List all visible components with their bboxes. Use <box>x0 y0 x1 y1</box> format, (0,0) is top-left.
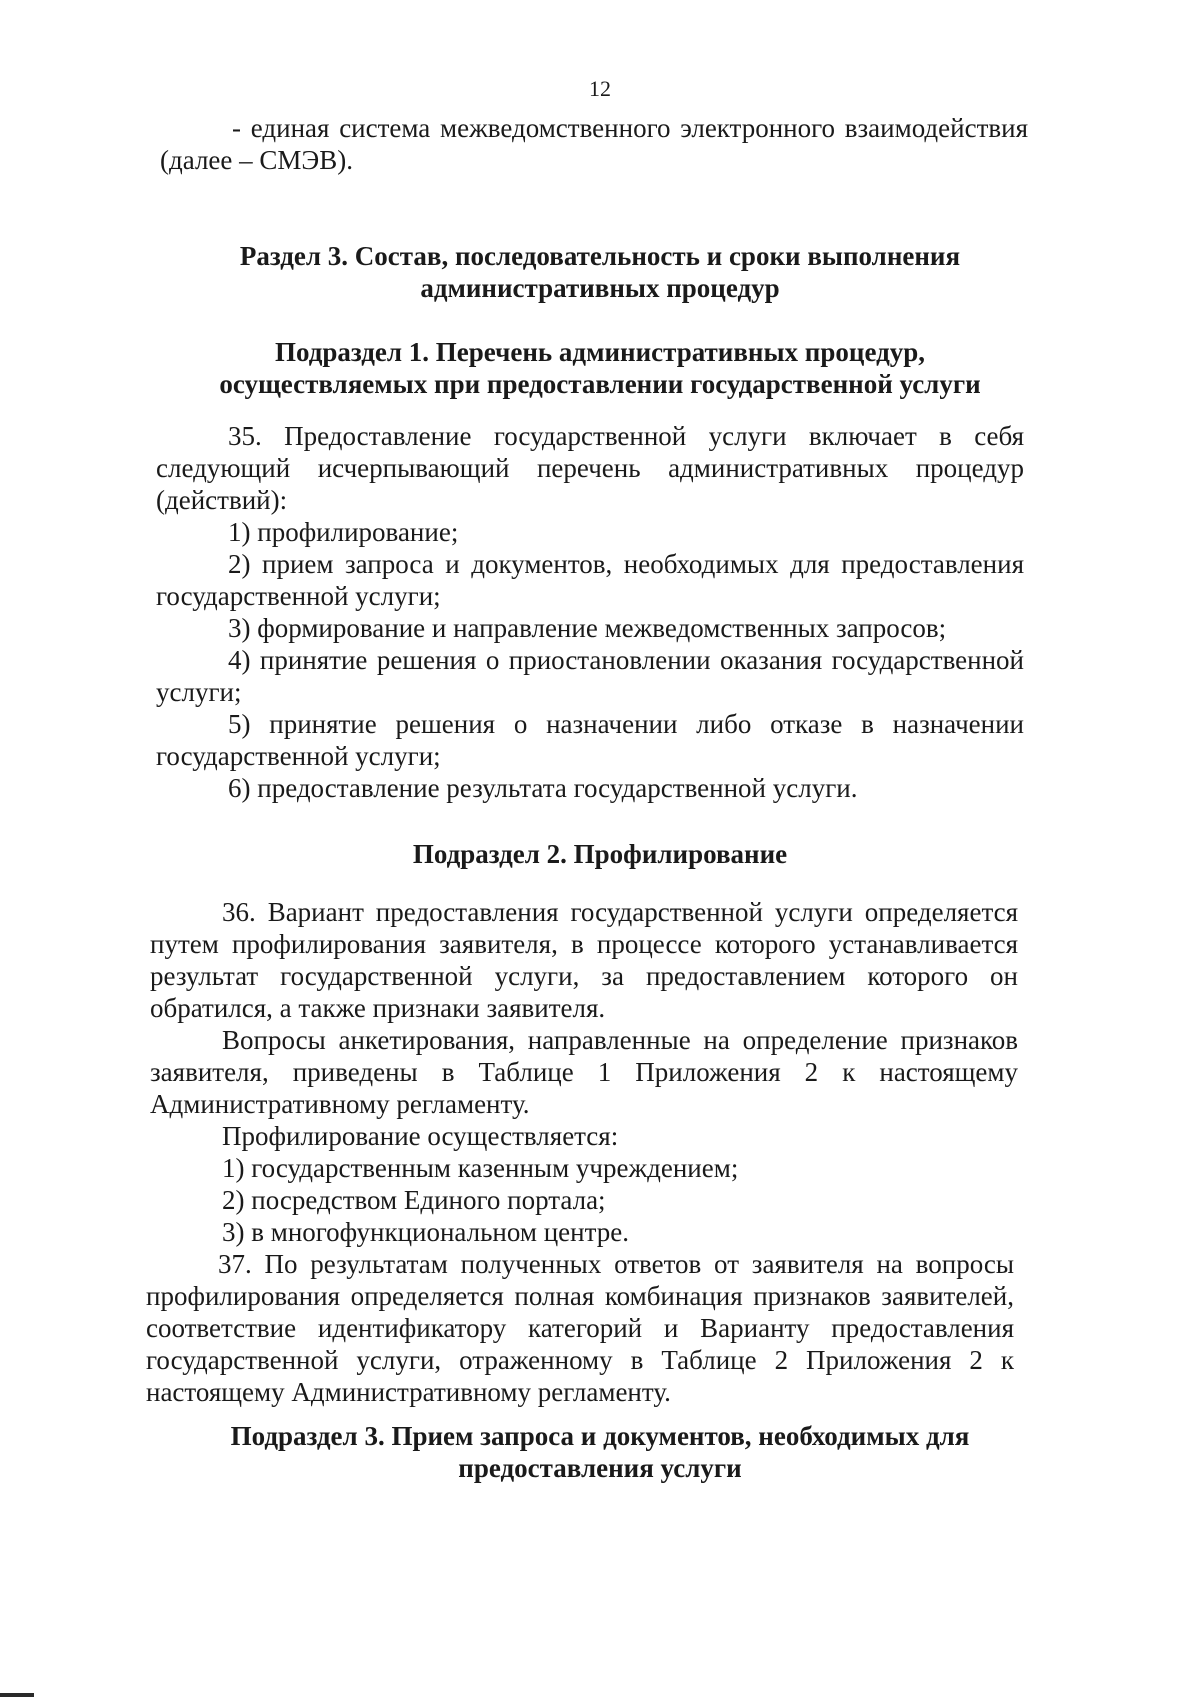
sub3-title <box>0 1420 1200 1484</box>
sub1-title-line-1: Подраздел 1. Перечень административных процедур, <box>275 337 925 367</box>
list-item-4-line-1: 4) принятие решения о приостановлении оказания государственной <box>228 645 1024 675</box>
p36-line-3: результат государственной услуги, за предоставлением которого он <box>150 961 1018 991</box>
list-item-5-line-1: 5) принятие решения о назначении либо отказе в назначении <box>228 709 1024 739</box>
profiling-intro: Профилирование осуществляется: <box>222 1121 619 1151</box>
list-item-2-line-2: государственной услуги; <box>156 581 441 611</box>
p35-line-1: 35. Предоставление государственной услуги включает в себя <box>228 421 1024 451</box>
sub1-title-line-2: осуществляемых при предоставлении государственной услуги <box>219 369 981 399</box>
paragraph-36 <box>150 896 1018 1248</box>
list-item-5-line-2: государственной услуги; <box>156 741 441 771</box>
paragraph-37 <box>146 1248 1014 1408</box>
p36-line-2: путем профилирования заявителя, в процессе которого устанавливается <box>150 929 1018 959</box>
section3-title-line-1: Раздел 3. Состав, последовательность и сроки выполнения <box>239 241 961 271</box>
list-item-1: 1) профилирование; <box>228 517 459 547</box>
profiling-item-2: 2) посредством Единого портала; <box>222 1185 606 1215</box>
page-number: 12 <box>589 76 611 101</box>
questions-line-3: Административному регламенту. <box>150 1089 530 1119</box>
questions-line-1: Вопросы анкетирования, направленные на определение признаков <box>222 1025 1018 1055</box>
intro-line-2: (далее – СМЭВ). <box>160 145 353 175</box>
intro-line-1: - единая система межведомственного электронного взаимодействия <box>232 113 1028 143</box>
questions-line-2: заявителя, приведены в Таблице 1 Приложения 2 к настоящему <box>150 1057 1018 1087</box>
profiling-item-1: 1) государственным казенным учреждением; <box>222 1153 739 1183</box>
p35-line-2: следующий исчерпывающий перечень административных процедур <box>156 453 1024 483</box>
p37-line-3: соответствие идентификатору категорий и Варианту предоставления <box>146 1313 1014 1343</box>
p37-line-1: 37. По результатам полученных ответов от заявителя на вопросы <box>218 1249 1014 1279</box>
list-item-6: 6) предоставление результата государственной услуги. <box>228 773 858 803</box>
p37-line-5: настоящему Административному регламенту. <box>146 1377 671 1407</box>
profiling-item-3: 3) в многофункциональном центре. <box>222 1217 629 1247</box>
sub3-title-line-2: предоставления услуги <box>458 1453 742 1483</box>
sub2-title-line: Подраздел 2. Профилирование <box>412 839 788 869</box>
list-item-4-line-2: услуги; <box>156 677 242 707</box>
p36-line-4: обратился, а также признаки заявителя. <box>150 993 606 1023</box>
list-item-2-line-1: 2) прием запроса и документов, необходимых для предоставления <box>228 549 1024 579</box>
p37-line-4: государственной услуги, отраженному в Таблице 2 Приложения 2 к <box>146 1345 1014 1375</box>
sub1-title <box>0 336 1200 400</box>
section3-title <box>0 240 1200 304</box>
sub2-title <box>0 838 1200 870</box>
intro-paragraph <box>160 112 1028 176</box>
list-item-3: 3) формирование и направление межведомственных запросов; <box>228 613 947 643</box>
p36-line-1: 36. Вариант предоставления государственной услуги определяется <box>222 897 1018 927</box>
p35-line-3: (действий): <box>156 485 288 515</box>
section3-title-line-2: административных процедур <box>420 273 780 303</box>
paragraph-35 <box>156 420 1024 804</box>
p37-line-2: профилирования определяется полная комбинация признаков заявителей, <box>146 1281 1014 1311</box>
scan-edge-mark <box>0 1693 34 1697</box>
sub3-title-line-1: Подраздел 3. Прием запроса и документов, необходимых для <box>230 1421 970 1451</box>
